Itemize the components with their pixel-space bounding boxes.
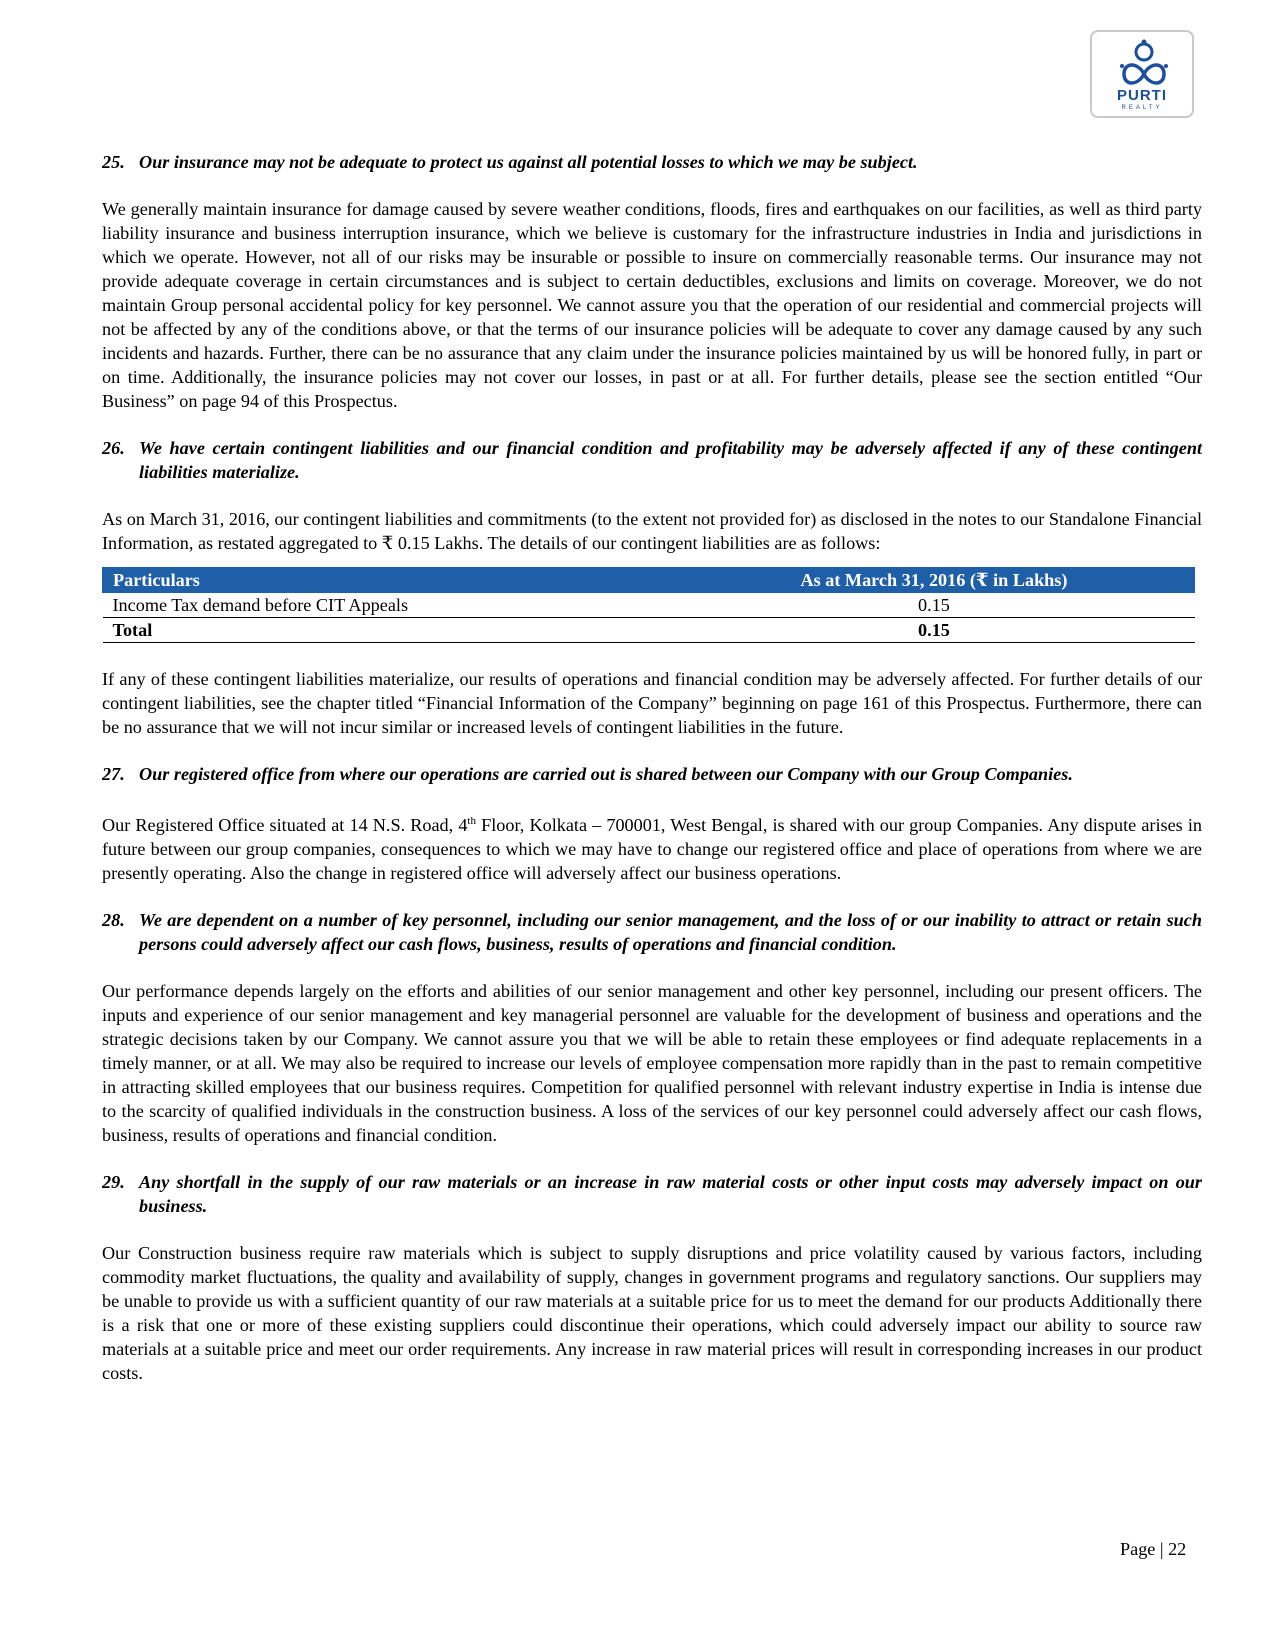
contingent-liabilities-table xyxy=(102,567,1195,643)
logo-brand-text: PURTI xyxy=(1117,87,1167,104)
section-title: Any shortfall in the supply of our raw materials or an increase in raw material costs or other input costs may adversely impact on our business. xyxy=(139,1172,1202,1217)
table-row xyxy=(103,593,1195,618)
section-26-paragraph-2: If any of these contingent liabilities materialize, our results of operations and financial condition may be adversely affected. For further details of our contingent liabilities, see the chapter titled “Financial Information of the Company” beginning on page 161 of this Prospectus. Furthermore, there can be no assurance that we will not incur similar or increased levels of contingent liabilities in the future. xyxy=(102,669,1202,737)
page-number: Page | 22 xyxy=(1120,1539,1187,1559)
purti-realty-infinity-emblem-icon xyxy=(1116,38,1172,88)
section-25-heading xyxy=(102,150,1202,174)
section-26-paragraph-1: As on March 31, 2016, our contingent liabilities and commitments (to the extent not provided for) as disclosed in the notes to our Standalone Financial Information, as restated aggregated to ₹ 0.15 Lakhs. The details of our contingent liabilities are as follows: xyxy=(102,509,1202,553)
section-title: We are dependent on a number of key personnel, including our senior management, and the loss of or our inability to attract or retain such persons could adversely affect our cash flows, business, results of operations and financial condition. xyxy=(139,910,1202,955)
section-27-paragraph xyxy=(102,809,1202,885)
table-header-row xyxy=(103,568,1195,593)
table-cell-amount: 0.15 xyxy=(673,593,1194,618)
section-number: 27. xyxy=(102,764,125,784)
table-cell-total-label: Total xyxy=(103,618,674,643)
section-title: We have certain contingent liabilities and our financial condition and profitability may be adversely affected if any of these contingent liabilities materialize. xyxy=(139,438,1202,482)
table-cell-total-amount: 0.15 xyxy=(673,618,1194,643)
section-28-heading xyxy=(102,908,1202,956)
section-title: Our insurance may not be adequate to protect us against all potential losses to which we may be subject. xyxy=(139,152,918,172)
logo-sub-text: REALTY xyxy=(1121,105,1163,111)
column-header-particulars: Particulars xyxy=(103,568,674,593)
section-29-paragraph: Our Construction business require raw materials which is subject to supply disruptions and price volatility caused by various factors, including commodity market fluctuations, the quality and availability of supply, changes in government programs and regulatory sanctions. Our suppliers may be unable to provide us with a sufficient quantity of our raw materials at a suitable price for us to meet the demand for our products Additionally there is a risk that one or more of these existing suppliers could discontinue their operations, which could adversely impact our ability to source raw materials at a suitable price and meet our order requirements. Any increase in raw material prices will result in corresponding increases in our product costs. xyxy=(102,1243,1202,1384)
table-total-row xyxy=(103,618,1195,643)
paragraph-text-start: Our Registered Office situated at 14 N.S. Road, 4 xyxy=(102,815,468,836)
company-logo xyxy=(1090,30,1194,118)
section-number: 25. xyxy=(102,152,125,172)
section-number: 28. xyxy=(102,910,125,931)
section-26-heading xyxy=(102,436,1202,484)
section-number: 26. xyxy=(102,438,125,458)
document-body xyxy=(102,150,1202,1408)
section-title: Our registered office from where our operations are carried out is shared between our Company with our Group Companies. xyxy=(139,764,1073,784)
section-number: 29. xyxy=(102,1172,125,1193)
section-29-heading xyxy=(102,1170,1202,1218)
section-28-paragraph: Our performance depends largely on the efforts and abilities of our senior management and other key personnel, including our present officers. The inputs and experience of our senior management and key managerial personnel are valuable for the development of business and operations and the strategic decisions taken by our Company. We cannot assure you that we will be able to retain these employees or find adequate replacements in a timely manner, or at all. We may also be required to increase our levels of employee compensation more rapidly than in the past to remain competitive in attracting skilled employees that our business requires. Competition for qualified personnel with relevant industry expertise in India is intense due to the scarcity of qualified individuals in the construction business. A loss of the services of our key personnel could adversely affect our cash flows, business, results of operations and financial condition. xyxy=(102,981,1202,1146)
paragraph-text-end: Floor, Kolkata – 700001, West Bengal, is shared with our group Companies. Any dispute arises in future between our group companies, consequences to which we may have to change our registered office and place of operations from where we are presently operating. Also the change in registered office will adversely affect our business operations. xyxy=(102,815,1202,884)
column-header-amount: As at March 31, 2016 (₹ in Lakhs) xyxy=(673,568,1194,593)
section-25-paragraph: We generally maintain insurance for damage caused by severe weather conditions, floods, fires and earthquakes on our facilities, as well as third party liability insurance and business interruption insurance, which we believe is customary for the infrastructure industries in India and jurisdictions in which we operate. However, not all of our risks may be insurable or possible to insure on commercially reasonable terms. Our insurance may not provide adequate coverage in certain circumstances and is subject to certain deductibles, exclusions and limits on coverage. Moreover, we do not maintain Group personal accidental policy for key personnel. We cannot assure you that the operation of our residential and commercial projects will not be affected by any of the conditions above, or that the terms of our insurance policies will be adequate to cover any damage caused by any such incidents and hazards. Further, there can be no assurance that any claim under the insurance policies maintained by us will be honored fully, in part or on time. Additionally, the insurance policies may not cover our losses, in past or at all. For further details, please see the section entitled “Our Business” on page 94 of this Prospectus. xyxy=(102,199,1202,411)
section-27-heading xyxy=(102,762,1202,786)
ordinal-suffix: th xyxy=(467,815,476,827)
table-cell-particular: Income Tax demand before CIT Appeals xyxy=(103,593,674,618)
